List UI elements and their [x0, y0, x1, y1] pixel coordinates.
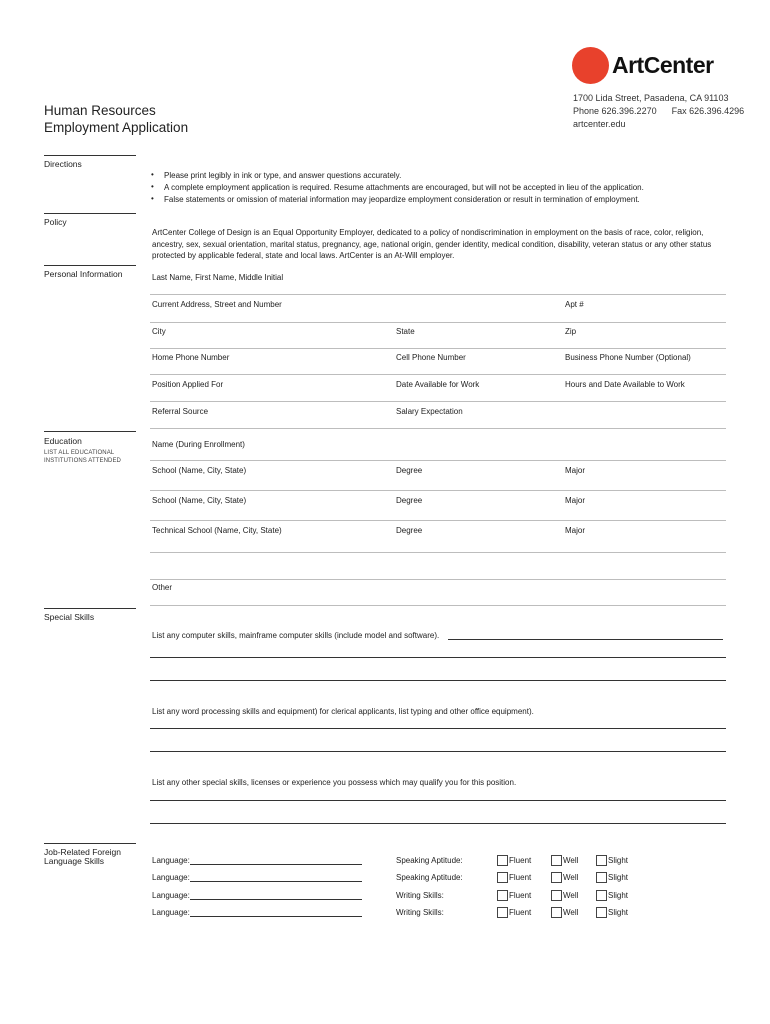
fluent-label: Fluent	[509, 908, 532, 917]
policy-label: Policy	[44, 217, 67, 227]
school-label: School (Name, City, State)	[152, 466, 247, 475]
fax-number: Fax 626.396.4296	[671, 106, 745, 116]
aptitude-label: Writing Skills:	[396, 908, 444, 917]
city-state-zip-field[interactable]	[150, 348, 726, 349]
artcenter-logo-text: ArtCenter	[612, 52, 714, 78]
directions-divider	[44, 155, 136, 156]
special-skills-label: Special Skills	[44, 612, 95, 622]
language-input[interactable]	[190, 881, 362, 882]
referral-label: Referral Source	[152, 407, 209, 416]
home-phone-label: Home Phone Number	[152, 353, 230, 362]
zip-field-label: Zip	[565, 327, 577, 336]
well-checkbox[interactable]	[551, 890, 562, 901]
directions-label: Directions	[44, 159, 82, 169]
education-sublabel: LIST ALL EDUCATIONAL	[44, 450, 115, 456]
date-available-label: Date Available for Work	[396, 380, 480, 389]
address-field-label: Current Address, Street and Number	[152, 300, 282, 309]
other-education-label: Other	[152, 583, 173, 592]
bullet-icon: •	[151, 170, 154, 179]
slight-label: Slight	[608, 891, 629, 900]
technical-school-field[interactable]	[150, 552, 726, 553]
language-field-label: Language:	[152, 856, 190, 865]
phone-number: Phone 626.396.2270	[573, 106, 657, 116]
artcenter-logo-mark	[572, 47, 609, 84]
phone-line	[573, 105, 744, 118]
well-label: Well	[563, 856, 579, 865]
fluent-checkbox[interactable]	[497, 890, 508, 901]
enrollment-name-label: Name (During Enrollment)	[152, 440, 245, 449]
skills-divider	[44, 608, 136, 609]
slight-checkbox[interactable]	[596, 872, 607, 883]
aptitude-label: Writing Skills:	[396, 891, 444, 900]
fluent-label: Fluent	[509, 873, 532, 882]
well-checkbox[interactable]	[551, 907, 562, 918]
technical-school-label: Technical School (Name, City, State)	[152, 526, 282, 535]
other-skills-field[interactable]	[150, 800, 726, 801]
personal-divider	[44, 265, 136, 266]
slight-checkbox[interactable]	[596, 890, 607, 901]
aptitude-label: Speaking Aptitude:	[396, 873, 463, 882]
personal-info-label: Personal Information	[44, 269, 123, 279]
name-field-label: Last Name, First Name, Middle Initial	[152, 273, 284, 282]
major-label: Major	[565, 526, 586, 535]
enrollment-name-field[interactable]	[150, 460, 726, 461]
apt-field-label: Apt #	[565, 300, 584, 309]
position-fields[interactable]	[150, 401, 726, 402]
state-field-label: State	[396, 327, 415, 336]
slight-checkbox[interactable]	[596, 855, 607, 866]
phone-fields[interactable]	[150, 374, 726, 375]
cell-phone-label: Cell Phone Number	[396, 353, 466, 362]
page-title: Employment Application	[44, 120, 189, 135]
computer-skills-field[interactable]	[150, 680, 726, 681]
well-label: Well	[563, 873, 579, 882]
direction-item: False statements or omission of material information may jeopardize employment consideration or result in termination of employment.	[164, 195, 640, 204]
language-input[interactable]	[190, 899, 362, 900]
slight-label: Slight	[608, 908, 629, 917]
computer-skills-inline-field[interactable]	[448, 639, 723, 640]
fluent-checkbox[interactable]	[497, 855, 508, 866]
degree-label: Degree	[396, 526, 423, 535]
word-processing-field[interactable]	[150, 751, 726, 752]
degree-label: Degree	[396, 466, 423, 475]
school-field[interactable]	[150, 520, 726, 521]
fluent-label: Fluent	[509, 856, 532, 865]
major-label: Major	[565, 496, 586, 505]
language-skills-label: Job-Related Foreign	[44, 847, 122, 857]
education-divider	[44, 431, 136, 432]
bullet-icon: •	[151, 194, 154, 203]
address-line: 1700 Lida Street, Pasadena, CA 91103	[573, 93, 729, 103]
language-field-label: Language:	[152, 873, 190, 882]
word-processing-field[interactable]	[150, 728, 726, 729]
education-sublabel: INSTITUTIONS ATTENDED	[44, 458, 121, 464]
language-field-label: Language:	[152, 908, 190, 917]
bullet-icon: •	[151, 182, 154, 191]
hours-available-label: Hours and Date Available to Work	[565, 380, 685, 389]
policy-divider	[44, 213, 136, 214]
well-checkbox[interactable]	[551, 855, 562, 866]
language-skills-label: Language Skills	[44, 856, 105, 866]
language-field-label: Language:	[152, 891, 190, 900]
well-checkbox[interactable]	[551, 872, 562, 883]
referral-fields[interactable]	[150, 428, 726, 429]
direction-item: A complete employment application is required. Resume attachments are encouraged, but will not be accepted in lieu of the application.	[164, 183, 644, 192]
school-field[interactable]	[150, 490, 726, 491]
position-label: Position Applied For	[152, 380, 224, 389]
website: artcenter.edu	[573, 119, 626, 129]
fluent-label: Fluent	[509, 891, 532, 900]
other-skills-field[interactable]	[150, 823, 726, 824]
salary-label: Salary Expectation	[396, 407, 463, 416]
computer-skills-prompt: List any computer skills, mainframe computer skills (include model and software).	[152, 631, 440, 640]
fluent-checkbox[interactable]	[497, 907, 508, 918]
other-education-field[interactable]	[150, 605, 726, 606]
well-label: Well	[563, 891, 579, 900]
word-processing-prompt: List any word processing skills and equipment) for clerical applicants, list typing and other office equipment).	[152, 707, 534, 716]
city-field-label: City	[152, 327, 166, 336]
well-label: Well	[563, 908, 579, 917]
business-phone-label: Business Phone Number (Optional)	[565, 353, 691, 362]
language-input[interactable]	[190, 916, 362, 917]
degree-label: Degree	[396, 496, 423, 505]
direction-item: Please print legibly in ink or type, and answer questions accurately.	[164, 171, 402, 180]
name-field[interactable]	[150, 294, 726, 295]
address-field[interactable]	[150, 322, 726, 323]
language-input[interactable]	[190, 864, 362, 865]
school-label: School (Name, City, State)	[152, 496, 247, 505]
aptitude-label: Speaking Aptitude:	[396, 856, 463, 865]
other-skills-prompt: List any other special skills, licenses or experience you possess which may qualify you for this position.	[152, 778, 517, 787]
fluent-checkbox[interactable]	[497, 872, 508, 883]
major-label: Major	[565, 466, 586, 475]
policy-text: ArtCenter College of Design is an Equal Opportunity Employer, dedicated to a policy of nondiscrimination in employment on the basis of race, color, religion, ancestry, sex, sexual orientation, marital status, pregnancy, age, national origin, gender identity, medical condition, disability, veteran status or any other status protected by applicable federal, state and local laws. ArtCenter is an At-Will employer.	[152, 228, 712, 260]
language-divider	[44, 843, 136, 844]
education-label: Education	[44, 436, 82, 446]
technical-school-field-2[interactable]	[150, 579, 726, 580]
slight-label: Slight	[608, 873, 629, 882]
department-title: Human Resources	[44, 103, 156, 118]
slight-label: Slight	[608, 856, 629, 865]
computer-skills-field[interactable]	[150, 657, 726, 658]
slight-checkbox[interactable]	[596, 907, 607, 918]
